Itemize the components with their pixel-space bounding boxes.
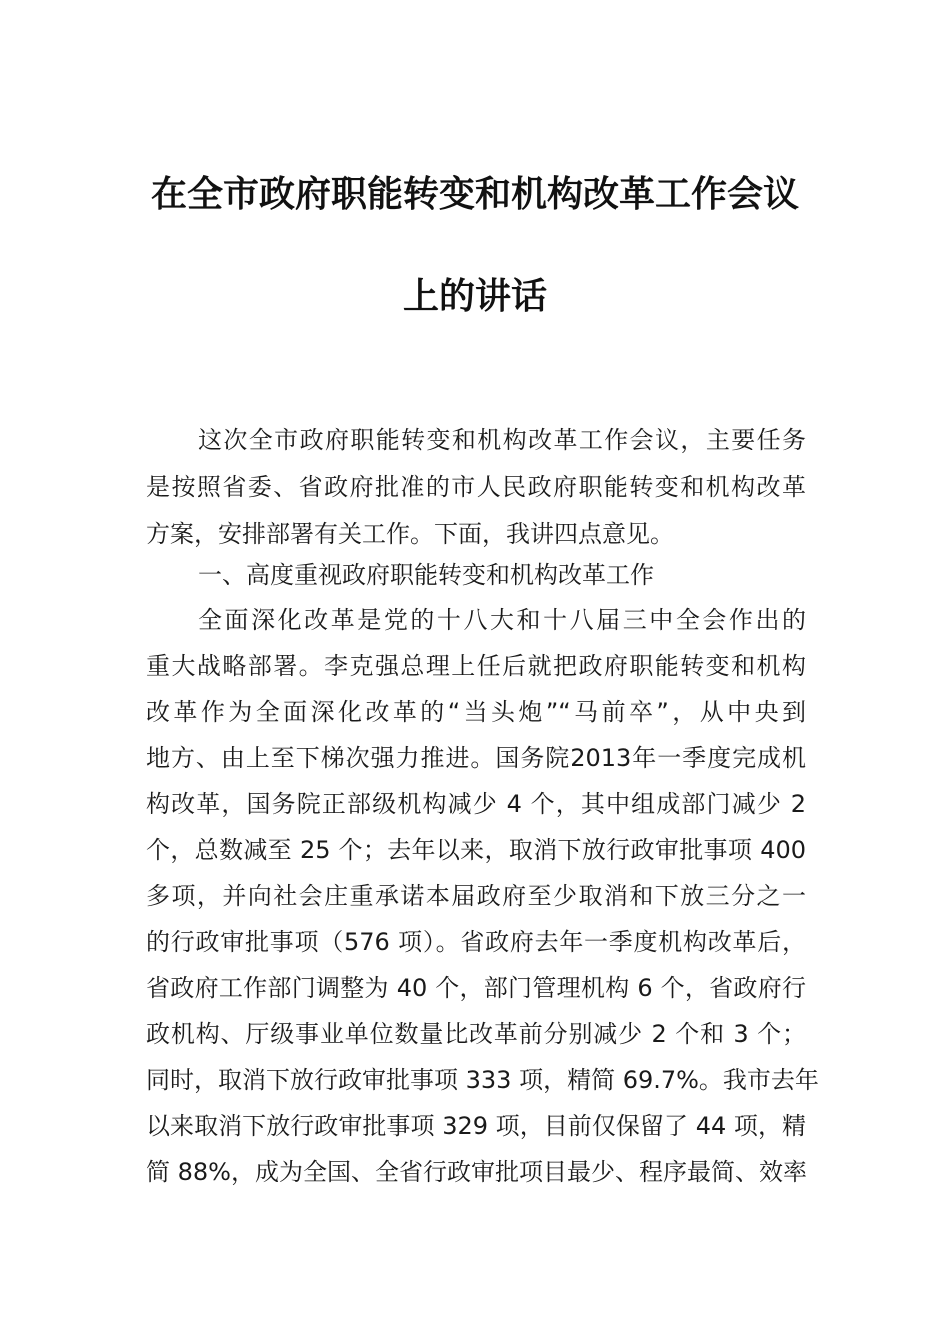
paragraph-2-line-3: 改革作为全面深化改革的“当头炮”“马前卒”，从中央到 xyxy=(146,698,806,726)
paragraph-1-line-2: 是按照省委、省政府批准的市人民政府职能转变和机构改革 xyxy=(146,473,806,501)
paragraph-2-line-7: 多项，并向社会庄重承诺本届政府至少取消和下放三分之一 xyxy=(146,882,806,910)
paragraph-1-line-1: 这次全市政府职能转变和机构改革工作会议，主要任务 xyxy=(198,426,806,454)
paragraph-2-line-6: 个，总数减至 25 个；去年以来，取消下放行政审批事项 400 xyxy=(146,836,806,864)
paragraph-2-line-5: 构改革，国务院正部级机构减少 4 个，其中组成部门减少 2 xyxy=(146,790,806,818)
paragraph-2-line-11: 同时，取消下放行政审批事项 333 项，精简 69.7%。我市去年 xyxy=(146,1066,819,1094)
paragraph-2-line-8: 的行政审批事项（576 项）。省政府去年一季度机构改革后， xyxy=(146,928,806,956)
document-title-line-1: 在全市政府职能转变和机构改革工作会议 xyxy=(150,173,799,215)
document-title-line-2: 上的讲话 xyxy=(402,275,547,317)
paragraph-1-line-3: 方案，安排部署有关工作。下面，我讲四点意见。 xyxy=(146,520,674,548)
paragraph-2-line-1: 全面深化改革是党的十八大和十八届三中全会作出的 xyxy=(198,606,806,634)
paragraph-2-line-9: 省政府工作部门调整为 40 个，部门管理机构 6 个，省政府行 xyxy=(146,974,806,1002)
paragraph-2-line-4: 地方、由上至下梯次强力推进。国务院2013年一季度完成机 xyxy=(146,744,806,772)
section-heading-1: 一、高度重视政府职能转变和机构改革工作 xyxy=(198,561,654,589)
paragraph-2-line-10: 政机构、厅级事业单位数量比改革前分别减少 2 个和 3 个； xyxy=(146,1020,806,1048)
paragraph-2-line-13: 简 88%，成为全国、全省行政审批项目最少、程序最简、效率 xyxy=(146,1158,807,1186)
paragraph-2-line-2: 重大战略部署。李克强总理上任后就把政府职能转变和机构 xyxy=(146,652,806,680)
paragraph-2-line-12: 以来取消下放行政审批事项 329 项，目前仅保留了 44 项，精 xyxy=(146,1112,806,1140)
